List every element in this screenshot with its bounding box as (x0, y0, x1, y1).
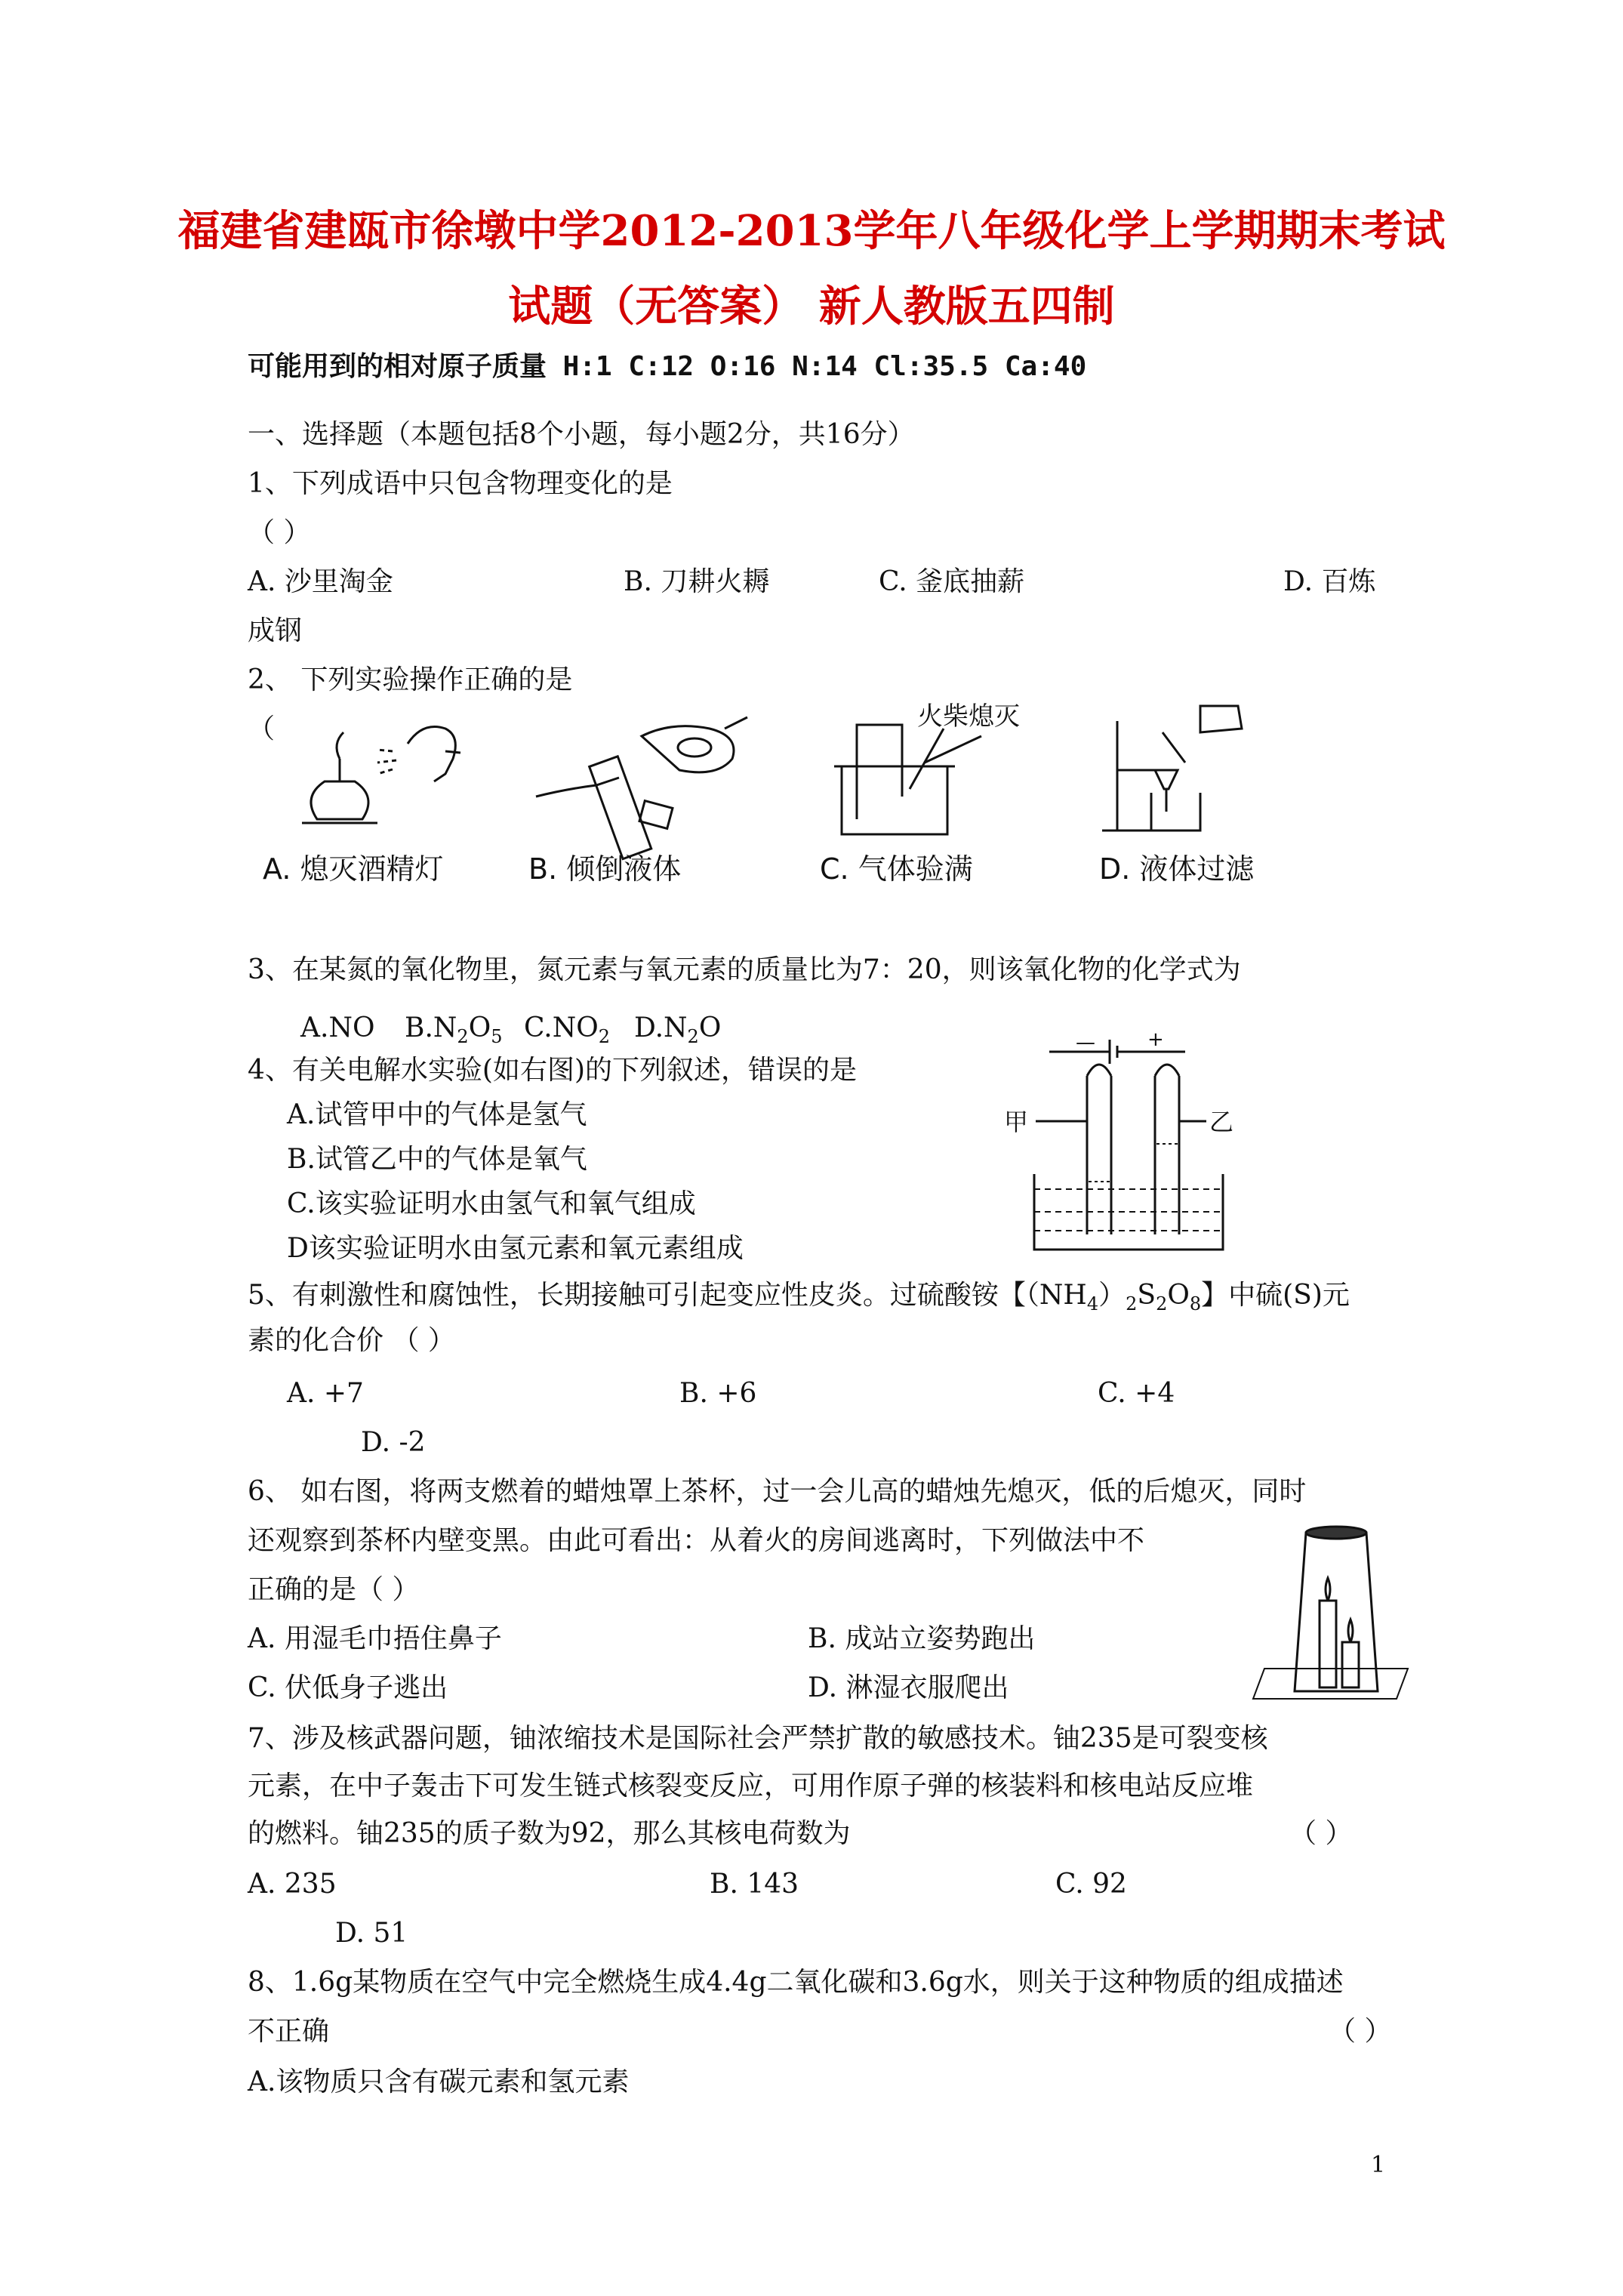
q6-option-d: D. 淋湿衣服爬出 (808, 1672, 1009, 1703)
q1-option-a: A. 沙里淘金 (248, 566, 393, 597)
q1-option-d: D. 百炼 (1283, 566, 1376, 597)
q7-option-c: C. 92 (1055, 1869, 1127, 1900)
page-number: 1 (1371, 2152, 1386, 2178)
q2-figure-b (521, 706, 762, 842)
q6-stem-1: 6、 如右图，将两支燃着的蜡烛罩上茶杯，过一会儿高的蜡烛先熄灭，低的后熄灭，同时 (248, 1476, 1307, 1507)
q6-stem-2: 还观察到茶杯内壁变黑。由此可看出：从着火的房间逃离时，下列做法中不 (248, 1525, 1145, 1556)
q6-option-a: A. 用湿毛巾捂住鼻子 (248, 1623, 502, 1654)
q2-caption-a: A. 熄灭酒精灯 (263, 852, 444, 886)
q5-stem-2: 素的化合价 （ ） (248, 1325, 455, 1356)
q2-figure-a (272, 706, 498, 842)
q2-figure-d (1087, 698, 1276, 842)
q2-caption-b: B. 倾倒液体 (528, 852, 682, 886)
q4-figure-minus: — (1076, 1031, 1095, 1054)
q8-stem-1: 8、1.6g某物质在空气中完全燃烧生成4.4g二氧化碳和3.6g水，则关于这种物质的组成描述 (248, 1967, 1344, 1998)
title-line-1: 福建省建瓯市徐墩中学2012-2013学年八年级化学上学期期末考试 (177, 206, 1446, 256)
q4-stem: 4、有关电解水实验(如右图)的下列叙述，错误的是 (248, 1055, 857, 1086)
q5-stem: 5、有刺激性和腐蚀性，长期接触可引起变应性皮炎。过硫酸铵【$(NH_4)_2S_2O_8$】中硫(S)元 (248, 1280, 1350, 1315)
q6-candle-figure (1246, 1518, 1412, 1714)
q1-paren: （ ） (248, 517, 311, 548)
q6-stem-3: 正确的是（ ） (248, 1574, 420, 1605)
q4-electrolysis-figure (1004, 1028, 1246, 1257)
q5-option-d: D. -2 (361, 1427, 426, 1458)
q7-option-a: A. 235 (248, 1869, 337, 1900)
q1-option-b: B. 刀耕火耨 (624, 566, 770, 597)
q7-stem-1: 7、涉及核武器问题，铀浓缩技术是国际社会严禁扩散的敏感技术。铀235是可裂变核 (248, 1723, 1268, 1754)
q7-paren: （ ） (1289, 1818, 1353, 1849)
q1-option-c: C. 釜底抽薪 (879, 566, 1025, 597)
q4-option-a: A.试管甲中的气体是氢气 (287, 1099, 587, 1130)
q5-option-b: B. +6 (679, 1378, 757, 1409)
q3-stem: 3、在某氮的氧化物里，氮元素与氧元素的质量比为7：20，则该氧化物的化学式为 (248, 954, 1241, 985)
q8-stem-2: 不正确 (248, 2016, 330, 2047)
q5-option-c: C. +4 (1098, 1378, 1175, 1409)
atomic-masses: 可能用到的相对原子质量 H:1 C:12 O:16 N:14 Cl:35.5 Ca:40 (248, 351, 1087, 382)
q2-caption-c: C. 气体验满 (820, 852, 973, 886)
q3-option-d: $D.N_2O$ (634, 1012, 722, 1048)
title-line-2: 试题（无答案） 新人教版五四制 (508, 282, 1115, 331)
q4-option-b: B.试管乙中的气体是氧气 (287, 1144, 587, 1175)
q2-figure-c-label: 火柴熄灭 (917, 701, 1020, 732)
q4-figure-label-right: 乙 (1209, 1108, 1234, 1136)
q7-option-b: B. 143 (710, 1869, 799, 1900)
q3-option-a: A.NO (300, 1012, 375, 1043)
q6-option-c: C. 伏低身子逃出 (248, 1672, 448, 1703)
q4-figure-label-left: 甲 (1004, 1108, 1029, 1136)
q3-option-b: $B.N_2O_5$ (405, 1012, 503, 1048)
q2-caption-d: D. 液体过滤 (1099, 852, 1255, 886)
q8-option-a: A.该物质只含有碳元素和氢元素 (248, 2066, 630, 2097)
q8-paren: （ ） (1329, 2016, 1392, 2047)
q7-stem-2: 元素，在中子轰击下可发生链式核裂变反应，可用作原子弹的核装料和核电站反应堆 (248, 1771, 1254, 1801)
q6-option-b: B. 成站立姿势跑出 (808, 1623, 1036, 1654)
q4-figure-plus: + (1147, 1028, 1164, 1051)
q3-option-c: $C.NO_2$ (524, 1012, 610, 1048)
section-header: 一、选择题（本题包括8个小题，每小题2分，共16分） (248, 419, 915, 450)
q4-option-d: D该实验证明水由氢元素和氧元素组成 (287, 1233, 744, 1264)
q7-stem-3: 的燃料。铀235的质子数为92，那么其核电荷数为 (248, 1818, 851, 1849)
q1-stem: 1、下列成语中只包含物理变化的是 (248, 468, 673, 499)
q2-paren: （ (248, 713, 276, 744)
q2-stem: 2、 下列实验操作正确的是 (248, 664, 573, 695)
q1-option-d-cont: 成钢 (248, 615, 303, 646)
q2-figure-c (812, 701, 1061, 842)
q5-option-a: A. +7 (287, 1378, 364, 1409)
q4-option-c: C.该实验证明水由氢气和氧气组成 (287, 1188, 696, 1219)
q7-option-d: D. 51 (335, 1918, 408, 1949)
